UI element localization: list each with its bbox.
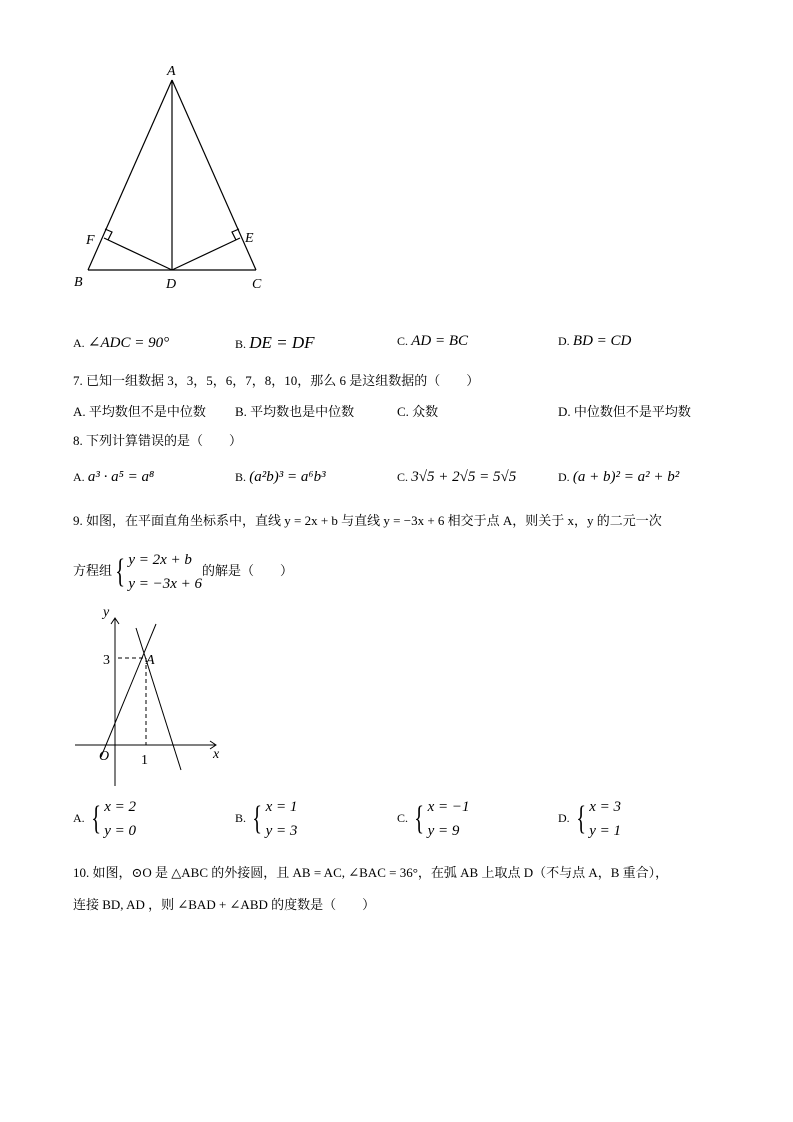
label-B: B	[74, 275, 83, 290]
q10-stem-line2: 连接 BD, AD ，则 ∠BAD + ∠ABD 的度数是（ ）	[73, 897, 376, 912]
q7-option-c[interactable]: C. 众数	[397, 404, 439, 419]
y-value: y = 3	[265, 823, 298, 839]
q8-option-a[interactable]	[73, 469, 154, 486]
option-letter: A.	[73, 470, 85, 484]
x-value: x = −1	[427, 799, 470, 815]
option-letter: B.	[235, 470, 247, 484]
y-tick-label: 3	[103, 653, 110, 668]
brace: {	[252, 800, 263, 837]
q8-option-c[interactable]	[397, 469, 516, 486]
option-math: 3√5 + 2√5 = 5√5	[411, 469, 517, 485]
q7-stem: 7. 已知一组数据 3，3，5，6，7，8，10，那么 6 是这组数据的（ ）	[73, 373, 480, 388]
q7-option-d[interactable]: D. 中位数但不是平均数	[558, 404, 691, 419]
q7-option-a[interactable]: A. 平均数但不是中位数	[73, 404, 206, 419]
option-letter: A.	[73, 810, 85, 825]
equation-system	[128, 548, 202, 596]
option-letter: C.	[397, 470, 409, 484]
q9-stem: 9. 如图，在平面直角坐标系中，直线 y = 2x + b 与直线 y = −3x + 6 相交于点 A，则关于 x，y 的二元一次	[73, 513, 662, 528]
q9-option-d[interactable]	[558, 795, 621, 843]
y-value: y = 9	[427, 823, 460, 839]
q9-suffix: 的解是（ ）	[202, 562, 294, 578]
option-letter: C.	[397, 810, 409, 825]
y-axis-label: y	[103, 605, 110, 620]
origin-label: O	[99, 749, 110, 764]
x-value: x = 3	[589, 799, 622, 815]
option-math: (a²b)³ = a⁶b³	[249, 469, 326, 485]
option-math: BD = CD	[572, 333, 632, 349]
option-system	[589, 795, 621, 843]
x-tick-label: 1	[141, 753, 148, 768]
q7-option-b[interactable]: B. 平均数也是中位数	[235, 404, 355, 419]
brace: {	[115, 553, 126, 590]
label-A: A	[167, 64, 176, 79]
option-system	[266, 795, 298, 843]
option-math: AD = BC	[411, 333, 469, 349]
option-letter: B.	[235, 810, 247, 825]
option-letter: D.	[558, 470, 570, 484]
option-system	[104, 795, 136, 843]
option-letter: C.	[397, 334, 409, 348]
option-math: a³ · a⁵ = a⁸	[87, 469, 155, 485]
option-letter: B.	[235, 337, 247, 351]
equation-1: y = 2x + b	[128, 552, 192, 568]
q9-option-b[interactable]	[235, 795, 297, 843]
option-system	[428, 795, 470, 843]
brace: {	[91, 800, 101, 837]
label-D: D	[166, 277, 177, 292]
q10-stem-line1: 10. 如图，⊙O 是 △ABC 的外接圆，且 AB = AC, ∠BAC = 36°，在弧 AB 上取点 D（不与点 A，B 重合），	[73, 865, 669, 880]
label-C: C	[252, 277, 262, 292]
x-value: x = 2	[104, 799, 137, 815]
option-letter: A.	[73, 336, 85, 350]
q6-option-d[interactable]	[558, 333, 631, 350]
q8-option-d[interactable]	[558, 469, 679, 486]
label-F: F	[86, 233, 95, 248]
q6-option-a[interactable]	[73, 333, 169, 352]
q9-option-a[interactable]	[73, 795, 136, 843]
option-math: ∠ADC = 90°	[87, 335, 170, 351]
option-letter: D.	[558, 810, 570, 825]
q6-option-c[interactable]	[397, 333, 468, 350]
equation-2: y = −3x + 6	[128, 576, 203, 592]
y-value: y = 1	[589, 823, 622, 839]
point-label-A: A	[146, 653, 155, 668]
label-E: E	[245, 231, 254, 246]
x-value: x = 1	[265, 799, 298, 815]
q9-option-c[interactable]	[397, 795, 470, 843]
q9-prefix: 方程组	[73, 562, 113, 578]
q8-option-b[interactable]	[235, 469, 326, 486]
coordinate-graph	[0, 600, 240, 790]
option-math: (a + b)² = a² + b²	[572, 469, 680, 485]
x-axis-label: x	[213, 747, 220, 762]
q8-stem: 8. 下列计算错误的是（ ）	[73, 433, 243, 448]
brace: {	[576, 800, 586, 837]
y-value: y = 0	[104, 823, 137, 839]
q6-option-b[interactable]	[235, 333, 315, 353]
option-letter: D.	[558, 334, 570, 348]
option-math: DE = DF	[249, 333, 315, 352]
q9-system-line	[73, 548, 293, 596]
brace: {	[414, 800, 425, 837]
triangle-figure	[0, 0, 300, 300]
